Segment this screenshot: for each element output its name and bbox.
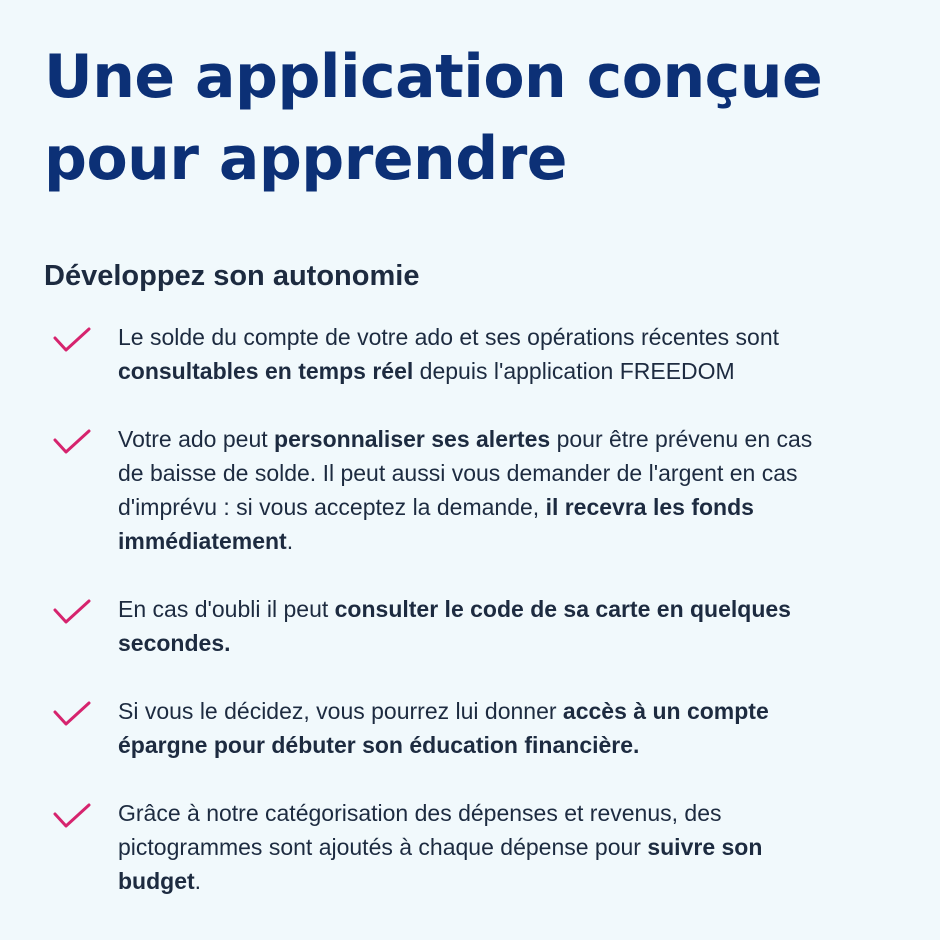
feature-text-regular: pour être prévenu en cas de baisse de solde. Il peut aussi vous demander de l'argent en cas d'imprévu : si vous acceptez la demande, xyxy=(118,426,813,520)
check-icon xyxy=(52,598,92,626)
feature-text-bold: consultables en temps réel xyxy=(118,358,414,384)
feature-list xyxy=(44,320,896,898)
feature-text-regular: Votre ado peut xyxy=(118,426,275,452)
check-icon xyxy=(52,326,92,354)
feature-text-regular: Si vous le décidez, vous pourrez lui donner xyxy=(118,698,563,724)
feature-text-regular: Grâce à notre catégorisation des dépenses et revenus, des pictogrammes sont ajoutés à chaque dépense pour xyxy=(118,800,722,860)
feature-item xyxy=(44,694,840,762)
feature-item xyxy=(44,422,840,558)
feature-text-bold: suivre son budget xyxy=(118,834,763,894)
feature-item xyxy=(44,320,840,388)
page-title-line-2: pour apprendre xyxy=(44,124,567,194)
check-icon xyxy=(52,428,92,456)
page-title xyxy=(44,36,896,200)
feature-text-regular: Le solde du compte de votre ado et ses opérations récentes sont xyxy=(118,324,780,350)
feature-item xyxy=(44,592,840,660)
feature-text xyxy=(118,800,762,894)
feature-item xyxy=(44,796,840,898)
feature-text-bold: consulter le code de sa carte en quelques secondes. xyxy=(118,596,791,656)
feature-text-regular: . xyxy=(286,528,294,554)
feature-text-regular: depuis l'application FREEDOM xyxy=(413,358,735,384)
feature-text-bold: il recevra les fonds immédiatement xyxy=(118,494,754,554)
feature-text-bold: personnaliser ses alertes xyxy=(274,426,551,452)
check-icon xyxy=(52,700,92,728)
check-icon xyxy=(52,802,92,830)
feature-text xyxy=(118,596,791,656)
section-subtitle: Développez son autonomie xyxy=(44,260,420,292)
feature-text-regular: . xyxy=(194,868,202,894)
feature-text xyxy=(118,324,779,384)
feature-text-regular: En cas d'oubli il peut xyxy=(118,596,335,622)
page-title-line-1: Une application conçue xyxy=(44,42,823,112)
feature-text xyxy=(118,426,812,554)
feature-text xyxy=(118,698,769,758)
feature-text-bold: accès à un compte épargne pour débuter son éducation financière. xyxy=(118,698,769,758)
